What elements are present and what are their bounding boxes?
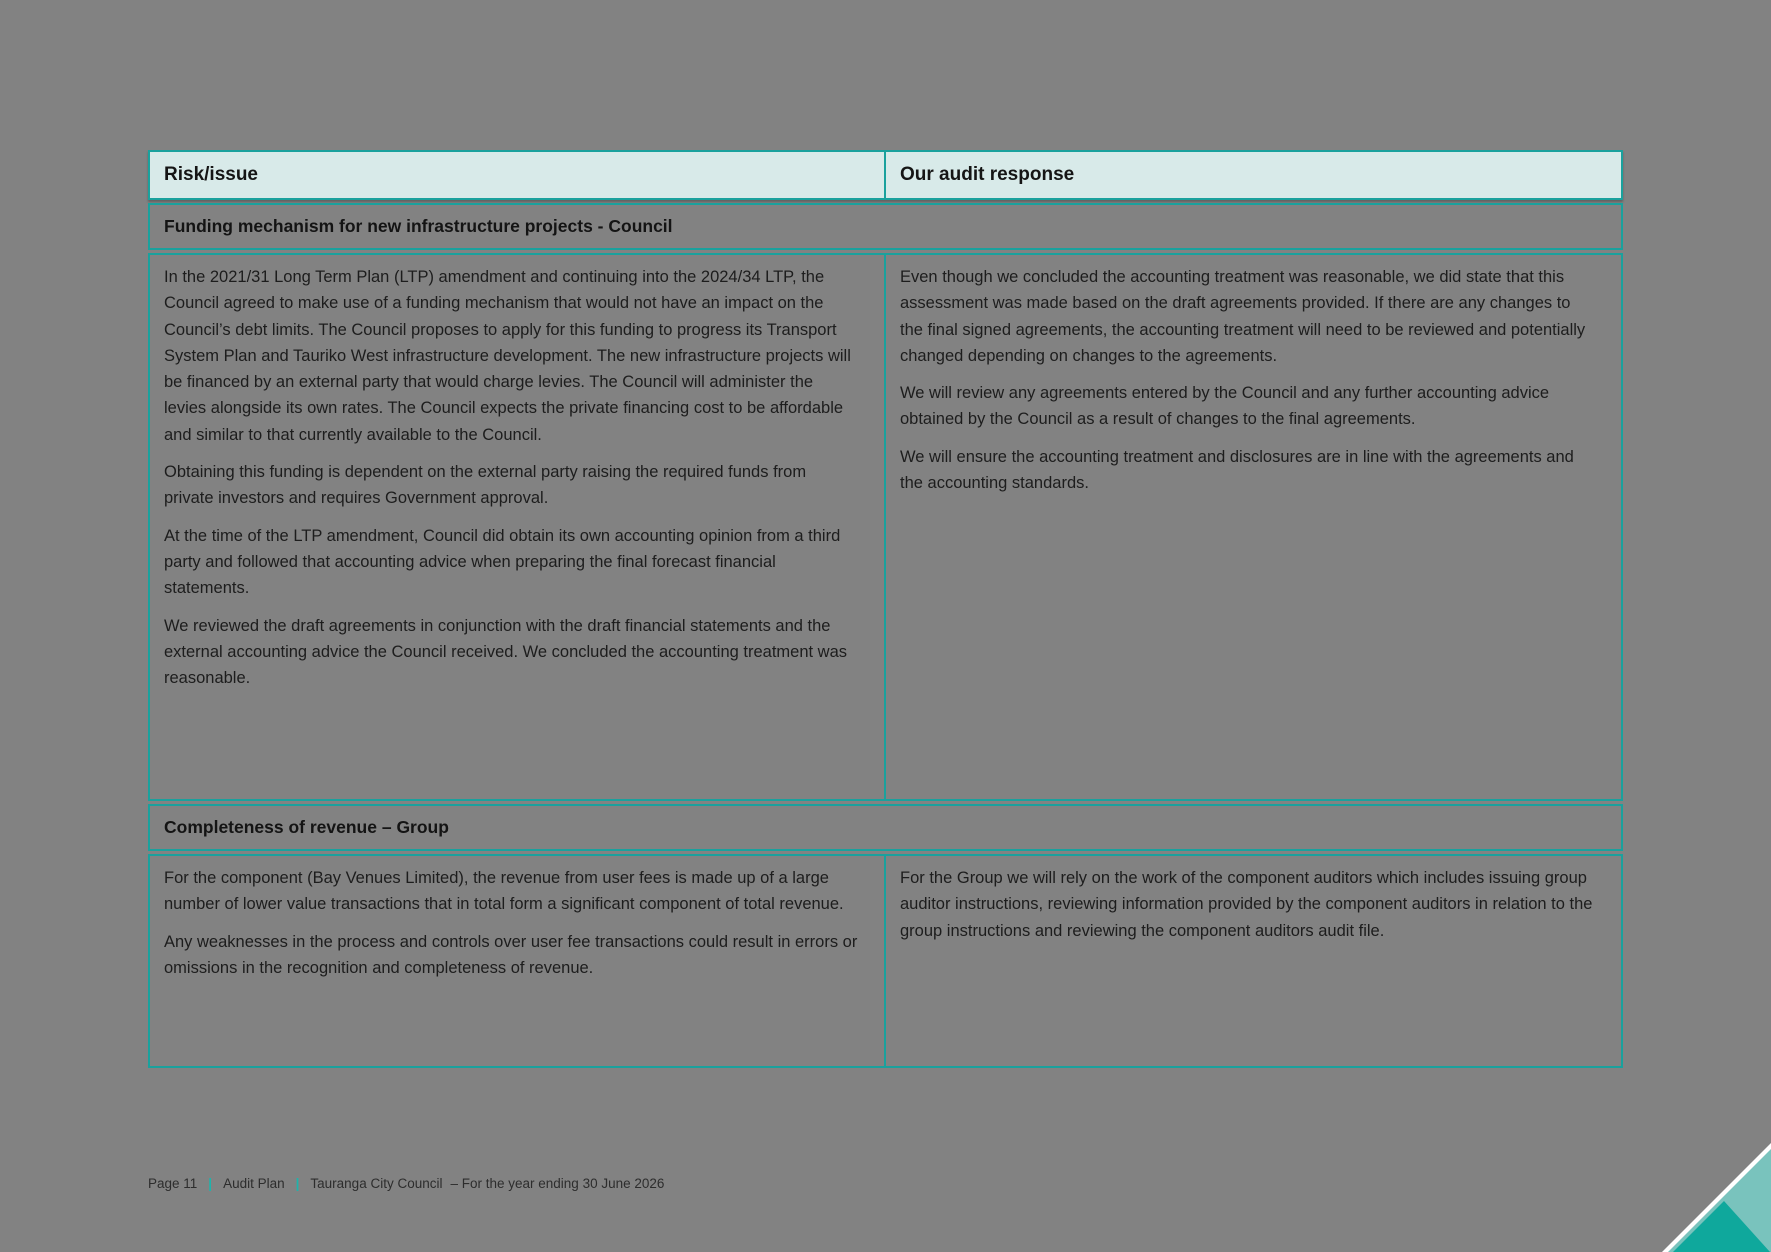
footer-council-name: Tauranga City Council — [310, 1176, 443, 1191]
response-cell-funding-mechanism — [886, 255, 1621, 799]
risk-response-table — [148, 150, 1623, 1071]
risk-paragraph: Obtaining this funding is dependent on the external party raising the required funds from private investors and requires Government approval. — [164, 463, 807, 508]
risk-paragraph: Any weaknesses in the process and controls over user fee transactions could result in errors or omissions in the recognition and completeness of revenue. — [164, 932, 858, 977]
footer-page-number: Page 11 — [148, 1176, 198, 1191]
footer-doc-title: Audit Plan — [223, 1176, 285, 1191]
table-row-completeness-of-revenue — [148, 854, 1623, 1068]
risk-cell-completeness-of-revenue — [150, 856, 886, 1066]
section-header-completeness-of-revenue: Completeness of revenue – Group — [148, 804, 1623, 851]
risk-paragraph: We reviewed the draft agreements in conjunction with the draft financial statements and the external accounting advice the Council received. We concluded the accounting treatment was reasonable. — [164, 616, 848, 688]
corner-triangle-decoration — [1661, 1142, 1771, 1252]
risk-paragraph: At the time of the LTP amendment, Council did obtain its own accounting opinion from a third party and followed that accounting advice when preparing the final forecast financial statements. — [164, 526, 841, 598]
page-footer — [148, 1176, 664, 1191]
footer-period: – For the year ending 30 June 2026 — [450, 1176, 665, 1191]
response-paragraph: For the Group we will rely on the work of the component auditors which includes issuing group auditor instructions, reviewing information provided by the component auditors in relation to the group instructions and reviewing the component auditors audit file. — [900, 869, 1593, 940]
response-paragraph: Even though we concluded the accounting treatment was reasonable, we did state that this assessment was made based on the draft agreements provided. If there are any changes to the final signed agreements, the accounting treatment will need to be reviewed and potentially changed depending on changes to the agreements. — [900, 268, 1586, 365]
section-header-funding-mechanism: Funding mechanism for new infrastructure projects - Council — [148, 203, 1623, 250]
risk-paragraph: In the 2021/31 Long Term Plan (LTP) amendment and continuing into the 2024/34 LTP, the Council agreed to make use of a funding mechanism that would not have an impact on the Council’s debt limits. The Council proposes to apply for this funding to progress its Transport System Plan and Tauriko West infrastructure development. The new infrastructure projects will be financed by an external party that would charge levies. The Council will administer the levies alongside its own rates. The Council expects the private financing cost to be affordable and similar to that currently available to the Council. — [164, 268, 851, 444]
risk-paragraph: For the component (Bay Venues Limited), the revenue from user fees is made up of a large number of lower value transactions that in total form a significant component of total revenue. — [164, 869, 844, 914]
response-cell-completeness-of-revenue — [886, 856, 1621, 1066]
table-header-row — [148, 150, 1623, 200]
footer-separator: | — [208, 1176, 213, 1191]
header-cell-risk-issue: Risk/issue — [150, 152, 886, 198]
response-paragraph: We will review any agreements entered by the Council and any further accounting advice obtained by the Council as a result of changes to the final agreements. — [900, 384, 1550, 429]
response-paragraph: We will ensure the accounting treatment and disclosures are in line with the agreements and the accounting standards. — [900, 447, 1574, 493]
footer-separator: | — [295, 1176, 300, 1191]
table-row-funding-mechanism — [148, 253, 1623, 801]
header-cell-audit-response: Our audit response — [900, 164, 1075, 185]
risk-cell-funding-mechanism — [150, 255, 886, 799]
